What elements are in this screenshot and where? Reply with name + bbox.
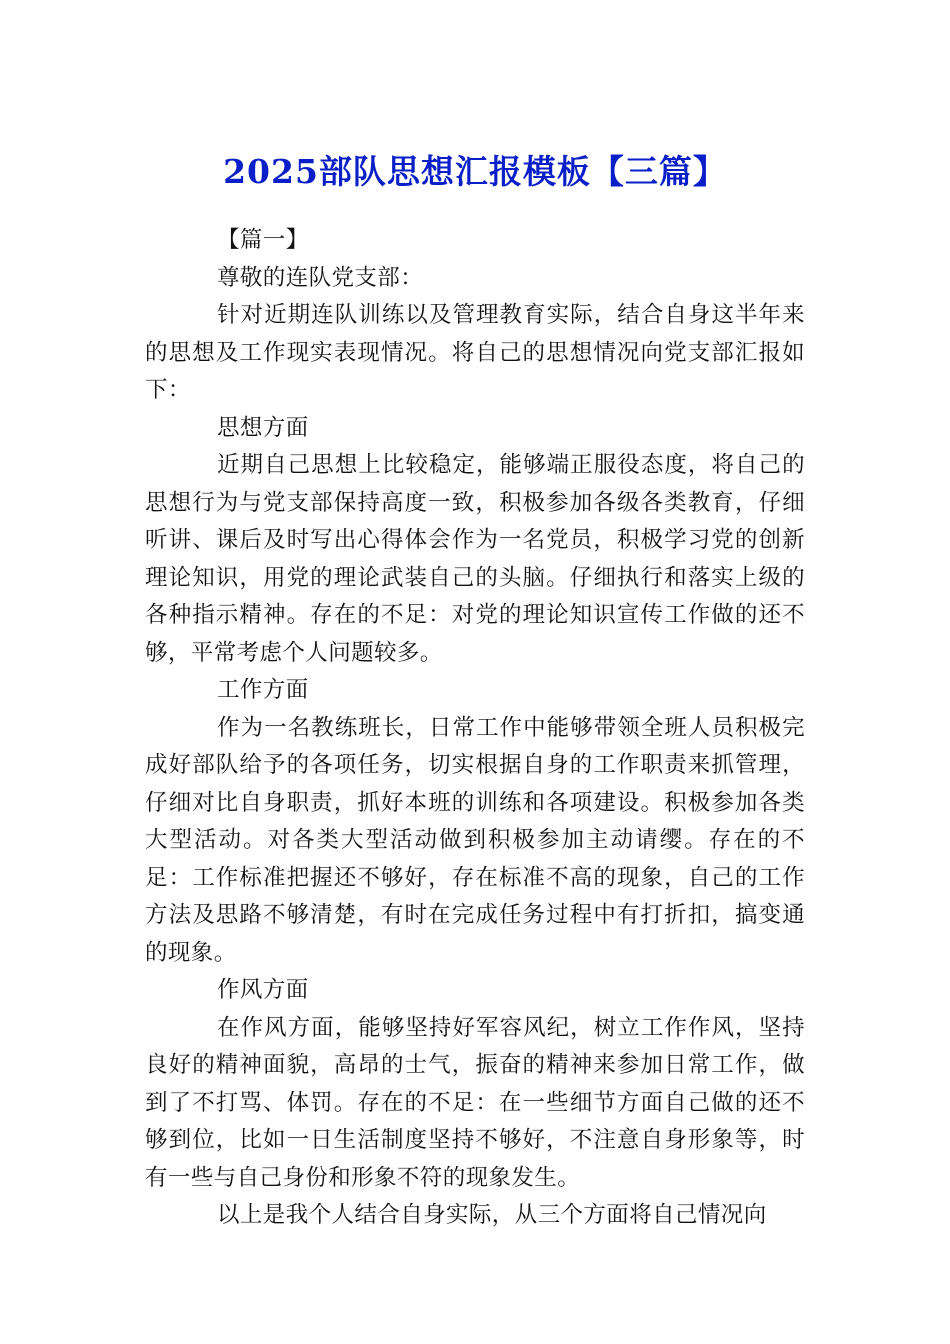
subheading-style: 作风方面 (217, 977, 309, 1003)
work-paragraph: 作为一名教练班长，日常工作中能够带领全班人员积极完成好部队给予的各项任务，切实根据自身的工作职责来抓管理，仔细对比自身职责，抓好本班的训练和各项建设。积极参加各类大型活动。对各类大型活动做到积极参加主动请缨。存在的不足：工作标准把握还不够好，存在标准不高的现象，自己的工作方法及思路不够清楚，有时在完成任务过程中有打折扣，搞变通的现象。 (145, 714, 805, 966)
subheading-work: 工作方面 (217, 677, 309, 703)
subheading-thought: 思想方面 (217, 414, 309, 441)
thought-paragraph: 近期自己思想上比较稳定，能够端正服役态度，将自己的思想行为与党支部保持高度一致，积极参加各级各类教育，仔细听讲、课后及时写出心得体会作为一名党员，积极学习党的创新理论知识，用党的理论武装自己的头脑。仔细执行和落实上级的各种指示精神。存在的不足：对党的理论知识宣传工作做的还不够，平常考虑个人问题较多。 (145, 452, 805, 666)
salutation: 尊敬的连队党支部： (217, 264, 424, 291)
section-heading-part-one: 【篇一】 (217, 227, 309, 253)
closing-paragraph: 以上是我个人结合自身实际，从三个方面将自己情况向 (217, 1202, 767, 1228)
document-body (145, 222, 805, 1235)
intro-paragraph: 针对近期连队训练以及管理教育实际，结合自身这半年来的思想及工作现实表现情况。将自己的思想情况向党支部汇报如下： (145, 302, 805, 403)
style-paragraph: 在作风方面，能够坚持好军容风纪，树立工作作风，坚持良好的精神面貌，高昂的士气，振奋的精神来参加日常工作，做到了不打骂、体罚。存在的不足：在一些细节方面自己做的还不够到位，比如一日生活制度坚持不够好，不注意自身形象等，时有一些与自己身份和形象不符的现象发生。 (145, 1014, 805, 1191)
document-title: 2025部队思想汇报模板【三篇】 (223, 152, 727, 192)
